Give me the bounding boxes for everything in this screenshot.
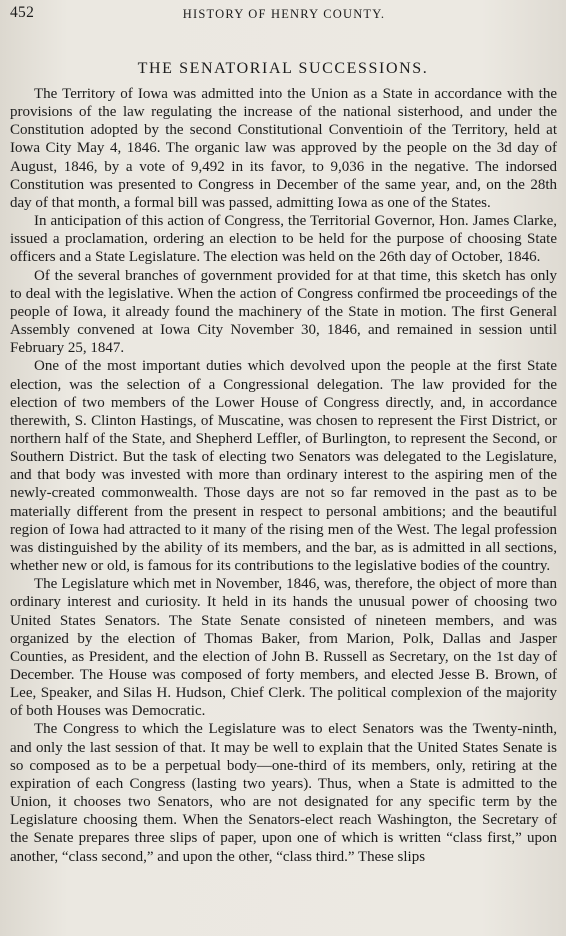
paragraph: The Territory of Iowa was admitted into the Union as a State in accordance with the provisions of the law regulating the increase of the national sisterhood, and under the Constitution adopted by the second Constitutional Conventioin of the Territory, held at Iowa City May 4, 1846. The organic law was approved by the people on the 3d day of August, 1846, by a vote of 9,492 in its favor, to 9,036 in the negative. The indorsed Constitution was presented to Congress in December of the same year, and, on the 28th day of that month, a formal bill was passed, admitting Iowa as one of the States. bbox=[10, 86, 557, 211]
paragraph: One of the most important duties which devolved upon the people at the first State election, was the selection of a Congressional delegation. The law provided for the election of two members of the Lower House of Congress directly, and, in accordance therewith, S. Clinton Hastings, of Muscatine, was chosen to represent the First District, or northern half of the State, and Shepherd Leffler, of Burlington, to represent the Second, or Southern District. But the task of electing two Senators was delegated to the Legislature, and that body was invested with more than ordinary interest to the aspiring men of the newly-created commonwealth. Those days are not so far removed in the past as to be materially different from the present in respect to personal ambitions; and the beautiful region of Iowa had attracted to it many of the rising men of the West. The legal profession was distinguished by the ability of its members, and the bar, as is admitted in all sections, whether new or old, is famous for its contributions to the legislative bodies of the country. bbox=[10, 358, 557, 575]
paragraph: Of the several branches of government provided for at that time, this sketch has only to deal with the legislative. When the action of Congress confirmed tbe proceedings of the people of Iowa, it already found the machinery of the State in motion. The first General Assembly convened at Iowa City November 30, 1846, and remained in session until February 25, 1847. bbox=[10, 267, 557, 357]
body-text bbox=[10, 85, 557, 866]
running-title: HISTORY OF HENRY COUNTY. bbox=[182, 7, 386, 21]
paragraph: The Congress to which the Legislature was to elect Senators was the Twenty-ninth, and only the last session of that. It may be well to explain that the United States Senate is so composed as to be a perpetual body—one-third of its members, only, retiring at the expiration of each Congress (lasting two years). Thus, when a State is admitted to the Union, it chooses two Senators, who are not designated for any specific term by the Legislature choosing them. When the Senators-elect reach Washington, the Secretary of the Senate prepares three slips of paper, upon one of which is written “class first,” upon another, “class second,” and upon the other, “class third.” These slips bbox=[10, 721, 557, 865]
paragraph: The Legislature which met in November, 1846, was, therefore, the object of more than ordinary interest and curiosity. It held in its hands the unusual power of choosing two United States Senators. The State Senate consisted of nineteen members, and was organized by the election of Thomas Baker, from Marion, Polk, Dallas and Jasper Counties, as President, and the election of John B. Russell as Secretary, on the 1st day of December. The House was composed of forty members, and elected Jesse B. Brown, of Lee, Speaker, and Silas H. Hudson, Chief Clerk. The political complexion of the majority of both Houses was Democratic. bbox=[10, 576, 557, 720]
paragraph: In anticipation of this action of Congress, the Territorial Governor, Hon. James Clarke, issued a proclamation, ordering an election to be held for the purpose of choosing State officers and a State Legislature. The election was held on the 26th day of October, 1846. bbox=[10, 213, 557, 266]
running-head bbox=[10, 4, 558, 26]
chapter-title: THE SENATORIAL SUCCESSIONS. bbox=[137, 60, 429, 77]
page-number: 452 bbox=[10, 4, 35, 21]
